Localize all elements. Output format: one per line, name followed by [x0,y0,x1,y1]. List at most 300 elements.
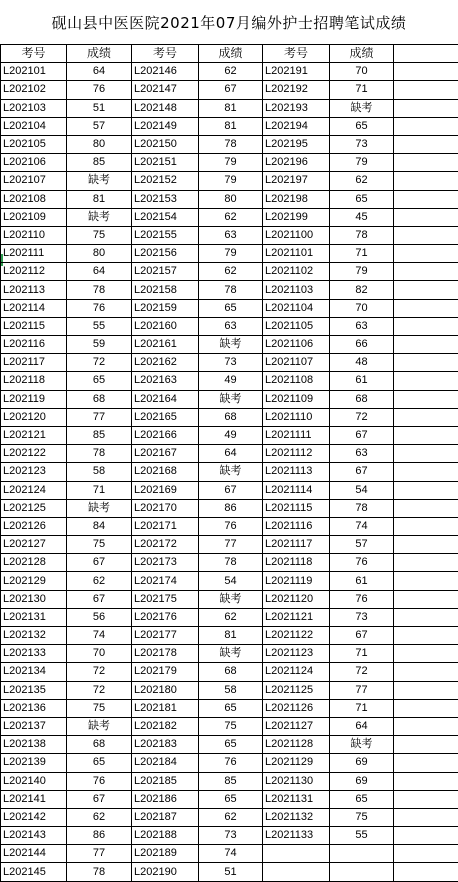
score-cell[interactable]: 缺考 [67,499,132,517]
exam-number-cell[interactable]: L2021131 [263,790,330,808]
empty-cell[interactable] [394,408,458,426]
exam-number-cell[interactable]: L2021111 [263,426,330,444]
exam-number-cell[interactable]: L202188 [132,827,199,845]
empty-cell[interactable] [394,736,458,754]
score-cell[interactable]: 78 [330,226,394,244]
score-cell[interactable]: 74 [67,627,132,645]
score-cell[interactable]: 70 [67,645,132,663]
header-cell[interactable]: 成绩 [199,45,263,63]
score-cell[interactable]: 77 [330,681,394,699]
score-cell[interactable]: 48 [330,354,394,372]
score-cell[interactable] [330,845,394,863]
empty-cell[interactable] [394,336,458,354]
exam-number-cell[interactable]: L202123 [1,463,67,481]
score-cell[interactable]: 65 [67,372,132,390]
exam-number-cell[interactable]: L202156 [132,245,199,263]
exam-number-cell[interactable]: L202111 [1,245,67,263]
score-cell[interactable]: 64 [330,717,394,735]
score-cell[interactable]: 61 [330,372,394,390]
score-cell[interactable]: 缺考 [330,736,394,754]
exam-number-cell[interactable]: L2021113 [263,463,330,481]
empty-cell[interactable] [394,681,458,699]
exam-number-cell[interactable]: L2021125 [263,681,330,699]
score-cell[interactable]: 75 [199,717,263,735]
exam-number-cell[interactable]: L2021100 [263,226,330,244]
exam-number-cell[interactable]: L202108 [1,190,67,208]
exam-number-cell[interactable]: L202154 [132,208,199,226]
score-cell[interactable]: 75 [67,536,132,554]
score-cell[interactable]: 49 [199,426,263,444]
exam-number-cell[interactable]: L202183 [132,736,199,754]
exam-number-cell[interactable]: L202146 [132,63,199,81]
empty-cell[interactable] [394,627,458,645]
exam-number-cell[interactable]: L202181 [132,699,199,717]
exam-number-cell[interactable]: L202152 [132,172,199,190]
exam-number-cell[interactable]: L202135 [1,681,67,699]
score-cell[interactable]: 78 [67,445,132,463]
score-cell[interactable]: 63 [199,317,263,335]
exam-number-cell[interactable]: L2021109 [263,390,330,408]
exam-number-cell[interactable]: L2021114 [263,481,330,499]
empty-cell[interactable] [394,190,458,208]
score-cell[interactable] [330,863,394,881]
score-cell[interactable]: 81 [199,117,263,135]
score-cell[interactable]: 缺考 [199,390,263,408]
score-cell[interactable]: 86 [67,827,132,845]
exam-number-cell[interactable]: L202191 [263,63,330,81]
exam-number-cell[interactable]: L202177 [132,627,199,645]
score-cell[interactable]: 72 [330,663,394,681]
exam-number-cell[interactable]: L202159 [132,299,199,317]
score-cell[interactable]: 69 [330,754,394,772]
exam-number-cell[interactable]: L2021107 [263,354,330,372]
empty-cell[interactable] [394,808,458,826]
empty-cell[interactable] [394,172,458,190]
score-cell[interactable]: 70 [330,299,394,317]
exam-number-cell[interactable]: L2021104 [263,299,330,317]
score-cell[interactable]: 62 [199,808,263,826]
exam-number-cell[interactable]: L202172 [132,536,199,554]
exam-number-cell[interactable]: L202106 [1,154,67,172]
exam-number-cell[interactable]: L202120 [1,408,67,426]
empty-cell[interactable] [394,117,458,135]
score-cell[interactable]: 81 [67,190,132,208]
header-cell[interactable]: 成绩 [67,45,132,63]
score-cell[interactable]: 81 [199,627,263,645]
exam-number-cell[interactable]: L2021116 [263,517,330,535]
empty-cell[interactable] [394,226,458,244]
exam-number-cell[interactable]: L202121 [1,426,67,444]
exam-number-cell[interactable]: L202103 [1,99,67,117]
score-cell[interactable]: 59 [67,336,132,354]
score-cell[interactable]: 71 [67,481,132,499]
exam-number-cell[interactable]: L202182 [132,717,199,735]
score-cell[interactable]: 69 [330,772,394,790]
score-cell[interactable]: 78 [199,135,263,153]
score-cell[interactable]: 74 [199,845,263,863]
score-cell[interactable]: 71 [330,81,394,99]
score-cell[interactable]: 79 [199,154,263,172]
score-cell[interactable]: 79 [330,154,394,172]
score-cell[interactable]: 75 [67,699,132,717]
score-cell[interactable]: 55 [330,827,394,845]
score-cell[interactable]: 74 [330,517,394,535]
score-cell[interactable]: 78 [67,863,132,881]
exam-number-cell[interactable]: L202104 [1,117,67,135]
score-cell[interactable]: 65 [67,754,132,772]
empty-cell[interactable] [394,245,458,263]
score-cell[interactable]: 73 [330,135,394,153]
exam-number-cell[interactable]: L202116 [1,336,67,354]
empty-cell[interactable] [394,45,458,63]
exam-number-cell[interactable]: L2021133 [263,827,330,845]
score-cell[interactable]: 73 [330,608,394,626]
exam-number-cell[interactable]: L202139 [1,754,67,772]
exam-number-cell[interactable]: L202143 [1,827,67,845]
empty-cell[interactable] [394,299,458,317]
exam-number-cell[interactable]: L2021129 [263,754,330,772]
score-cell[interactable]: 73 [199,827,263,845]
score-cell[interactable]: 62 [199,208,263,226]
empty-cell[interactable] [394,263,458,281]
score-cell[interactable]: 77 [67,408,132,426]
exam-number-cell[interactable]: L202178 [132,645,199,663]
score-cell[interactable]: 62 [199,608,263,626]
score-cell[interactable]: 51 [199,863,263,881]
score-cell[interactable]: 62 [199,63,263,81]
empty-cell[interactable] [394,135,458,153]
empty-cell[interactable] [394,426,458,444]
exam-number-cell[interactable]: L202119 [1,390,67,408]
exam-number-cell[interactable]: L2021120 [263,590,330,608]
exam-number-cell[interactable]: L202166 [132,426,199,444]
score-cell[interactable]: 77 [67,845,132,863]
exam-number-cell[interactable]: L202189 [132,845,199,863]
exam-number-cell[interactable]: L202151 [132,154,199,172]
score-cell[interactable]: 80 [67,245,132,263]
score-cell[interactable]: 79 [330,263,394,281]
empty-cell[interactable] [394,390,458,408]
empty-cell[interactable] [394,517,458,535]
exam-number-cell[interactable]: L202198 [263,190,330,208]
exam-number-cell[interactable]: L202199 [263,208,330,226]
exam-number-cell[interactable]: L202169 [132,481,199,499]
exam-number-cell[interactable]: L202170 [132,499,199,517]
exam-number-cell[interactable]: L202194 [263,117,330,135]
score-cell[interactable]: 67 [199,81,263,99]
empty-cell[interactable] [394,554,458,572]
exam-number-cell[interactable]: L202173 [132,554,199,572]
score-cell[interactable]: 73 [199,354,263,372]
exam-number-cell[interactable]: L202127 [1,536,67,554]
empty-cell[interactable] [394,99,458,117]
score-cell[interactable]: 72 [67,681,132,699]
score-cell[interactable]: 54 [199,572,263,590]
score-cell[interactable]: 75 [67,226,132,244]
exam-number-cell[interactable]: L202190 [132,863,199,881]
score-cell[interactable]: 78 [330,499,394,517]
score-cell[interactable]: 65 [330,190,394,208]
exam-number-cell[interactable]: L2021102 [263,263,330,281]
score-cell[interactable]: 63 [330,317,394,335]
score-cell[interactable]: 76 [330,554,394,572]
exam-number-cell[interactable]: L202122 [1,445,67,463]
exam-number-cell[interactable]: L2021128 [263,736,330,754]
exam-number-cell[interactable]: L202149 [132,117,199,135]
exam-number-cell[interactable]: L202109 [1,208,67,226]
score-cell[interactable]: 65 [330,790,394,808]
exam-number-cell[interactable]: L202137 [1,717,67,735]
score-cell[interactable]: 缺考 [199,463,263,481]
exam-number-cell[interactable]: L202144 [1,845,67,863]
score-cell[interactable]: 64 [67,63,132,81]
score-cell[interactable]: 75 [330,808,394,826]
exam-number-cell[interactable]: L202195 [263,135,330,153]
exam-number-cell[interactable]: L202112 [1,263,67,281]
empty-cell[interactable] [394,463,458,481]
score-cell[interactable]: 缺考 [199,336,263,354]
exam-number-cell[interactable]: L2021103 [263,281,330,299]
exam-number-cell[interactable]: L202163 [132,372,199,390]
exam-number-cell[interactable] [263,845,330,863]
exam-number-cell[interactable]: L202164 [132,390,199,408]
exam-number-cell[interactable]: L202131 [1,608,67,626]
score-cell[interactable]: 63 [199,226,263,244]
exam-number-cell[interactable]: L202141 [1,790,67,808]
exam-number-cell[interactable]: L202126 [1,517,67,535]
score-cell[interactable]: 缺考 [67,172,132,190]
score-cell[interactable]: 68 [67,736,132,754]
score-cell[interactable]: 58 [67,463,132,481]
score-cell[interactable]: 65 [330,117,394,135]
exam-number-cell[interactable]: L202187 [132,808,199,826]
exam-number-cell[interactable]: L202128 [1,554,67,572]
exam-number-cell[interactable] [263,863,330,881]
exam-number-cell[interactable]: L202167 [132,445,199,463]
exam-number-cell[interactable]: L202130 [1,590,67,608]
empty-cell[interactable] [394,499,458,517]
exam-number-cell[interactable]: L202175 [132,590,199,608]
exam-number-cell[interactable]: L202184 [132,754,199,772]
exam-number-cell[interactable]: L202147 [132,81,199,99]
score-cell[interactable]: 66 [330,336,394,354]
exam-number-cell[interactable]: L202113 [1,281,67,299]
exam-number-cell[interactable]: L202148 [132,99,199,117]
exam-number-cell[interactable]: L202140 [1,772,67,790]
empty-cell[interactable] [394,754,458,772]
score-cell[interactable]: 86 [199,499,263,517]
exam-number-cell[interactable]: L2021106 [263,336,330,354]
exam-number-cell[interactable]: L202197 [263,172,330,190]
exam-number-cell[interactable]: L202114 [1,299,67,317]
score-cell[interactable]: 80 [67,135,132,153]
score-cell[interactable]: 81 [199,99,263,117]
score-cell[interactable]: 65 [199,790,263,808]
score-cell[interactable]: 76 [67,81,132,99]
exam-number-cell[interactable]: L202150 [132,135,199,153]
score-cell[interactable]: 67 [67,554,132,572]
exam-number-cell[interactable]: L2021105 [263,317,330,335]
header-cell[interactable]: 考号 [132,45,199,63]
exam-number-cell[interactable]: L202117 [1,354,67,372]
exam-number-cell[interactable]: L202168 [132,463,199,481]
exam-number-cell[interactable]: L202193 [263,99,330,117]
header-cell[interactable]: 考号 [1,45,67,63]
score-cell[interactable]: 71 [330,245,394,263]
header-cell[interactable]: 考号 [263,45,330,63]
empty-cell[interactable] [394,608,458,626]
score-cell[interactable]: 67 [67,790,132,808]
exam-number-cell[interactable]: L2021132 [263,808,330,826]
score-cell[interactable]: 77 [199,536,263,554]
score-cell[interactable]: 67 [330,627,394,645]
score-cell[interactable]: 84 [67,517,132,535]
exam-number-cell[interactable]: L2021119 [263,572,330,590]
empty-cell[interactable] [394,81,458,99]
exam-number-cell[interactable]: L2021130 [263,772,330,790]
exam-number-cell[interactable]: L202179 [132,663,199,681]
empty-cell[interactable] [394,445,458,463]
exam-number-cell[interactable]: L202165 [132,408,199,426]
score-cell[interactable]: 51 [67,99,132,117]
exam-number-cell[interactable]: L202161 [132,336,199,354]
exam-number-cell[interactable]: L2021121 [263,608,330,626]
exam-number-cell[interactable]: L202160 [132,317,199,335]
exam-number-cell[interactable]: L202136 [1,699,67,717]
score-cell[interactable]: 缺考 [67,717,132,735]
score-cell[interactable]: 67 [330,463,394,481]
exam-number-cell[interactable]: L202132 [1,627,67,645]
exam-number-cell[interactable]: L202118 [1,372,67,390]
exam-number-cell[interactable]: L202192 [263,81,330,99]
exam-number-cell[interactable]: L2021126 [263,699,330,717]
empty-cell[interactable] [394,699,458,717]
empty-cell[interactable] [394,481,458,499]
exam-number-cell[interactable]: L2021101 [263,245,330,263]
exam-number-cell[interactable]: L2021115 [263,499,330,517]
exam-number-cell[interactable]: L202155 [132,226,199,244]
header-cell[interactable]: 成绩 [330,45,394,63]
empty-cell[interactable] [394,845,458,863]
score-cell[interactable]: 72 [67,354,132,372]
empty-cell[interactable] [394,154,458,172]
score-cell[interactable]: 缺考 [67,208,132,226]
score-cell[interactable]: 55 [67,317,132,335]
score-cell[interactable]: 缺考 [199,645,263,663]
score-cell[interactable]: 72 [330,408,394,426]
exam-number-cell[interactable]: L2021108 [263,372,330,390]
score-cell[interactable]: 68 [67,390,132,408]
score-cell[interactable]: 62 [67,572,132,590]
exam-number-cell[interactable]: L202129 [1,572,67,590]
score-cell[interactable]: 65 [199,736,263,754]
score-cell[interactable]: 71 [330,699,394,717]
exam-number-cell[interactable]: L202102 [1,81,67,99]
score-cell[interactable]: 62 [67,808,132,826]
score-cell[interactable]: 57 [330,536,394,554]
exam-number-cell[interactable]: L202145 [1,863,67,881]
empty-cell[interactable] [394,572,458,590]
exam-number-cell[interactable]: L202171 [132,517,199,535]
exam-number-cell[interactable]: L202180 [132,681,199,699]
score-cell[interactable]: 62 [199,263,263,281]
score-cell[interactable]: 76 [199,517,263,535]
score-cell[interactable]: 68 [199,408,263,426]
score-cell[interactable]: 76 [67,772,132,790]
exam-number-cell[interactable]: L202133 [1,645,67,663]
score-cell[interactable]: 78 [67,281,132,299]
score-cell[interactable]: 54 [330,481,394,499]
exam-number-cell[interactable]: L202134 [1,663,67,681]
score-cell[interactable]: 58 [199,681,263,699]
score-cell[interactable]: 76 [330,590,394,608]
score-cell[interactable]: 78 [199,281,263,299]
score-cell[interactable]: 85 [199,772,263,790]
exam-number-cell[interactable]: L2021124 [263,663,330,681]
score-cell[interactable]: 67 [67,590,132,608]
empty-cell[interactable] [394,790,458,808]
score-cell[interactable]: 56 [67,608,132,626]
score-cell[interactable]: 67 [199,481,263,499]
score-cell[interactable]: 76 [67,299,132,317]
score-cell[interactable]: 缺考 [330,99,394,117]
score-cell[interactable]: 79 [199,172,263,190]
empty-cell[interactable] [394,536,458,554]
exam-number-cell[interactable]: L2021117 [263,536,330,554]
exam-number-cell[interactable]: L2021123 [263,645,330,663]
score-cell[interactable]: 67 [330,426,394,444]
score-cell[interactable]: 61 [330,572,394,590]
exam-number-cell[interactable]: L202185 [132,772,199,790]
score-cell[interactable]: 62 [330,172,394,190]
empty-cell[interactable] [394,717,458,735]
score-cell[interactable]: 45 [330,208,394,226]
score-cell[interactable]: 68 [330,390,394,408]
exam-number-cell[interactable]: L202186 [132,790,199,808]
score-cell[interactable]: 缺考 [199,590,263,608]
score-cell[interactable]: 85 [67,154,132,172]
score-cell[interactable]: 78 [199,554,263,572]
exam-number-cell[interactable]: L2021122 [263,627,330,645]
exam-number-cell[interactable]: L202125 [1,499,67,517]
exam-number-cell[interactable]: L202110 [1,226,67,244]
exam-number-cell[interactable]: L202107 [1,172,67,190]
empty-cell[interactable] [394,354,458,372]
empty-cell[interactable] [394,63,458,81]
exam-number-cell[interactable]: L202138 [1,736,67,754]
empty-cell[interactable] [394,827,458,845]
score-cell[interactable]: 72 [67,663,132,681]
score-cell[interactable]: 76 [199,754,263,772]
score-cell[interactable]: 68 [199,663,263,681]
empty-cell[interactable] [394,772,458,790]
exam-number-cell[interactable]: L202176 [132,608,199,626]
score-cell[interactable]: 71 [330,645,394,663]
empty-cell[interactable] [394,663,458,681]
empty-cell[interactable] [394,590,458,608]
empty-cell[interactable] [394,281,458,299]
score-cell[interactable]: 63 [330,445,394,463]
empty-cell[interactable] [394,372,458,390]
exam-number-cell[interactable]: L2021118 [263,554,330,572]
exam-number-cell[interactable]: L202124 [1,481,67,499]
exam-number-cell[interactable]: L202142 [1,808,67,826]
score-cell[interactable]: 64 [199,445,263,463]
score-cell[interactable]: 64 [67,263,132,281]
exam-number-cell[interactable]: L202101 [1,63,67,81]
exam-number-cell[interactable]: L202157 [132,263,199,281]
score-cell[interactable]: 80 [199,190,263,208]
